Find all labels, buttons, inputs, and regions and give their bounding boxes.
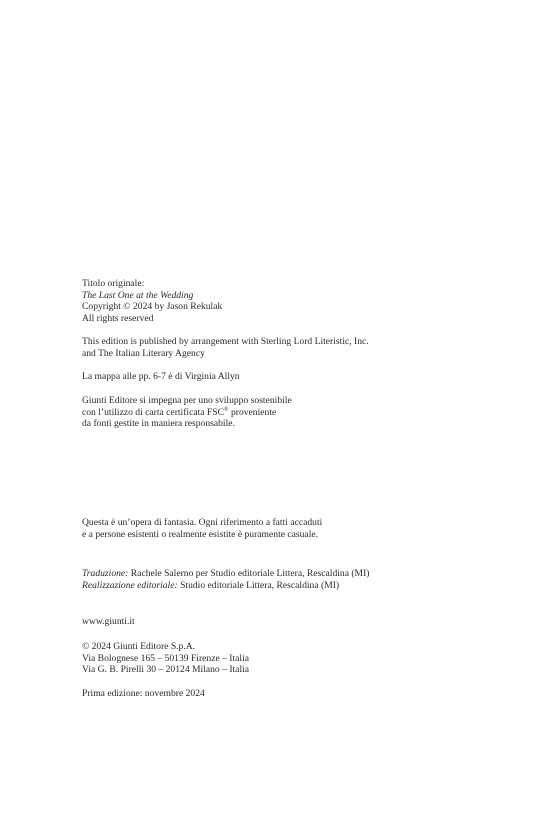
first-edition-block (82, 688, 502, 700)
sustainability-line-1: Giunti Editore si impegna per uno sviluppo sostenibile (82, 395, 292, 406)
website-url: www.giunti.it (82, 616, 135, 627)
translation-credit (82, 568, 502, 580)
website-block (82, 616, 502, 628)
sustainability-notice (82, 395, 502, 430)
fiction-disclaimer (82, 517, 502, 540)
editorial-label: Realizzazione editoriale: (82, 579, 178, 591)
credits-block (82, 568, 502, 591)
edition-notice (82, 336, 502, 359)
original-title-label: Titolo originale: (82, 278, 145, 289)
editorial-value: Studio editoriale Littera, Rescaldina (MI) (177, 579, 340, 591)
map-credit-line: La mappa alle pp. 6-7 è di Virginia Allyn (82, 371, 240, 382)
publisher-block (82, 641, 502, 676)
sustainability-line-2-end: proveniente (228, 406, 277, 418)
editorial-credit (82, 580, 502, 592)
registered-mark: ® (224, 406, 229, 413)
publisher-copyright: © 2024 Giunti Editore S.p.A. (82, 641, 196, 652)
rights-reserved: All rights reserved (82, 312, 154, 324)
translation-label: Traduzione: (82, 568, 129, 579)
fiction-line-1: Questa è un’opera di fantasia. Ogni riferimento a fatti accaduti (82, 517, 323, 528)
map-credit (82, 371, 502, 383)
original-title-block (82, 278, 502, 324)
original-title: The Last One at the Wedding (82, 289, 194, 301)
sustainability-line-3: da fonti gestite in maniera responsabile. (82, 418, 235, 429)
first-edition-date: Prima edizione: novembre 2024 (82, 688, 205, 699)
edition-line-2: and The Italian Literary Agency (82, 347, 205, 359)
edition-line-1: This edition is published by arrangement with Sterling Lord Literistic, Inc. (82, 336, 369, 347)
original-copyright: Copyright © 2024 by Jason Rekulak (82, 301, 223, 312)
sustainability-line-2-text: con l’utilizzo di carta certificata FSC (82, 406, 224, 418)
fiction-line-2: e a persone esistenti o realmente esistite è puramente casuale. (82, 528, 319, 540)
sustainability-line-2 (82, 407, 502, 419)
publisher-address-milan: Via G. B. Pirelli 30 – 20124 Milano – Italia (82, 664, 250, 675)
translation-value: Rachele Salerno per Studio editoriale Littera, Rescaldina (MI) (128, 568, 370, 579)
publisher-address-florence: Via Bolognese 165 – 50139 Firenze – Italia (82, 652, 250, 664)
